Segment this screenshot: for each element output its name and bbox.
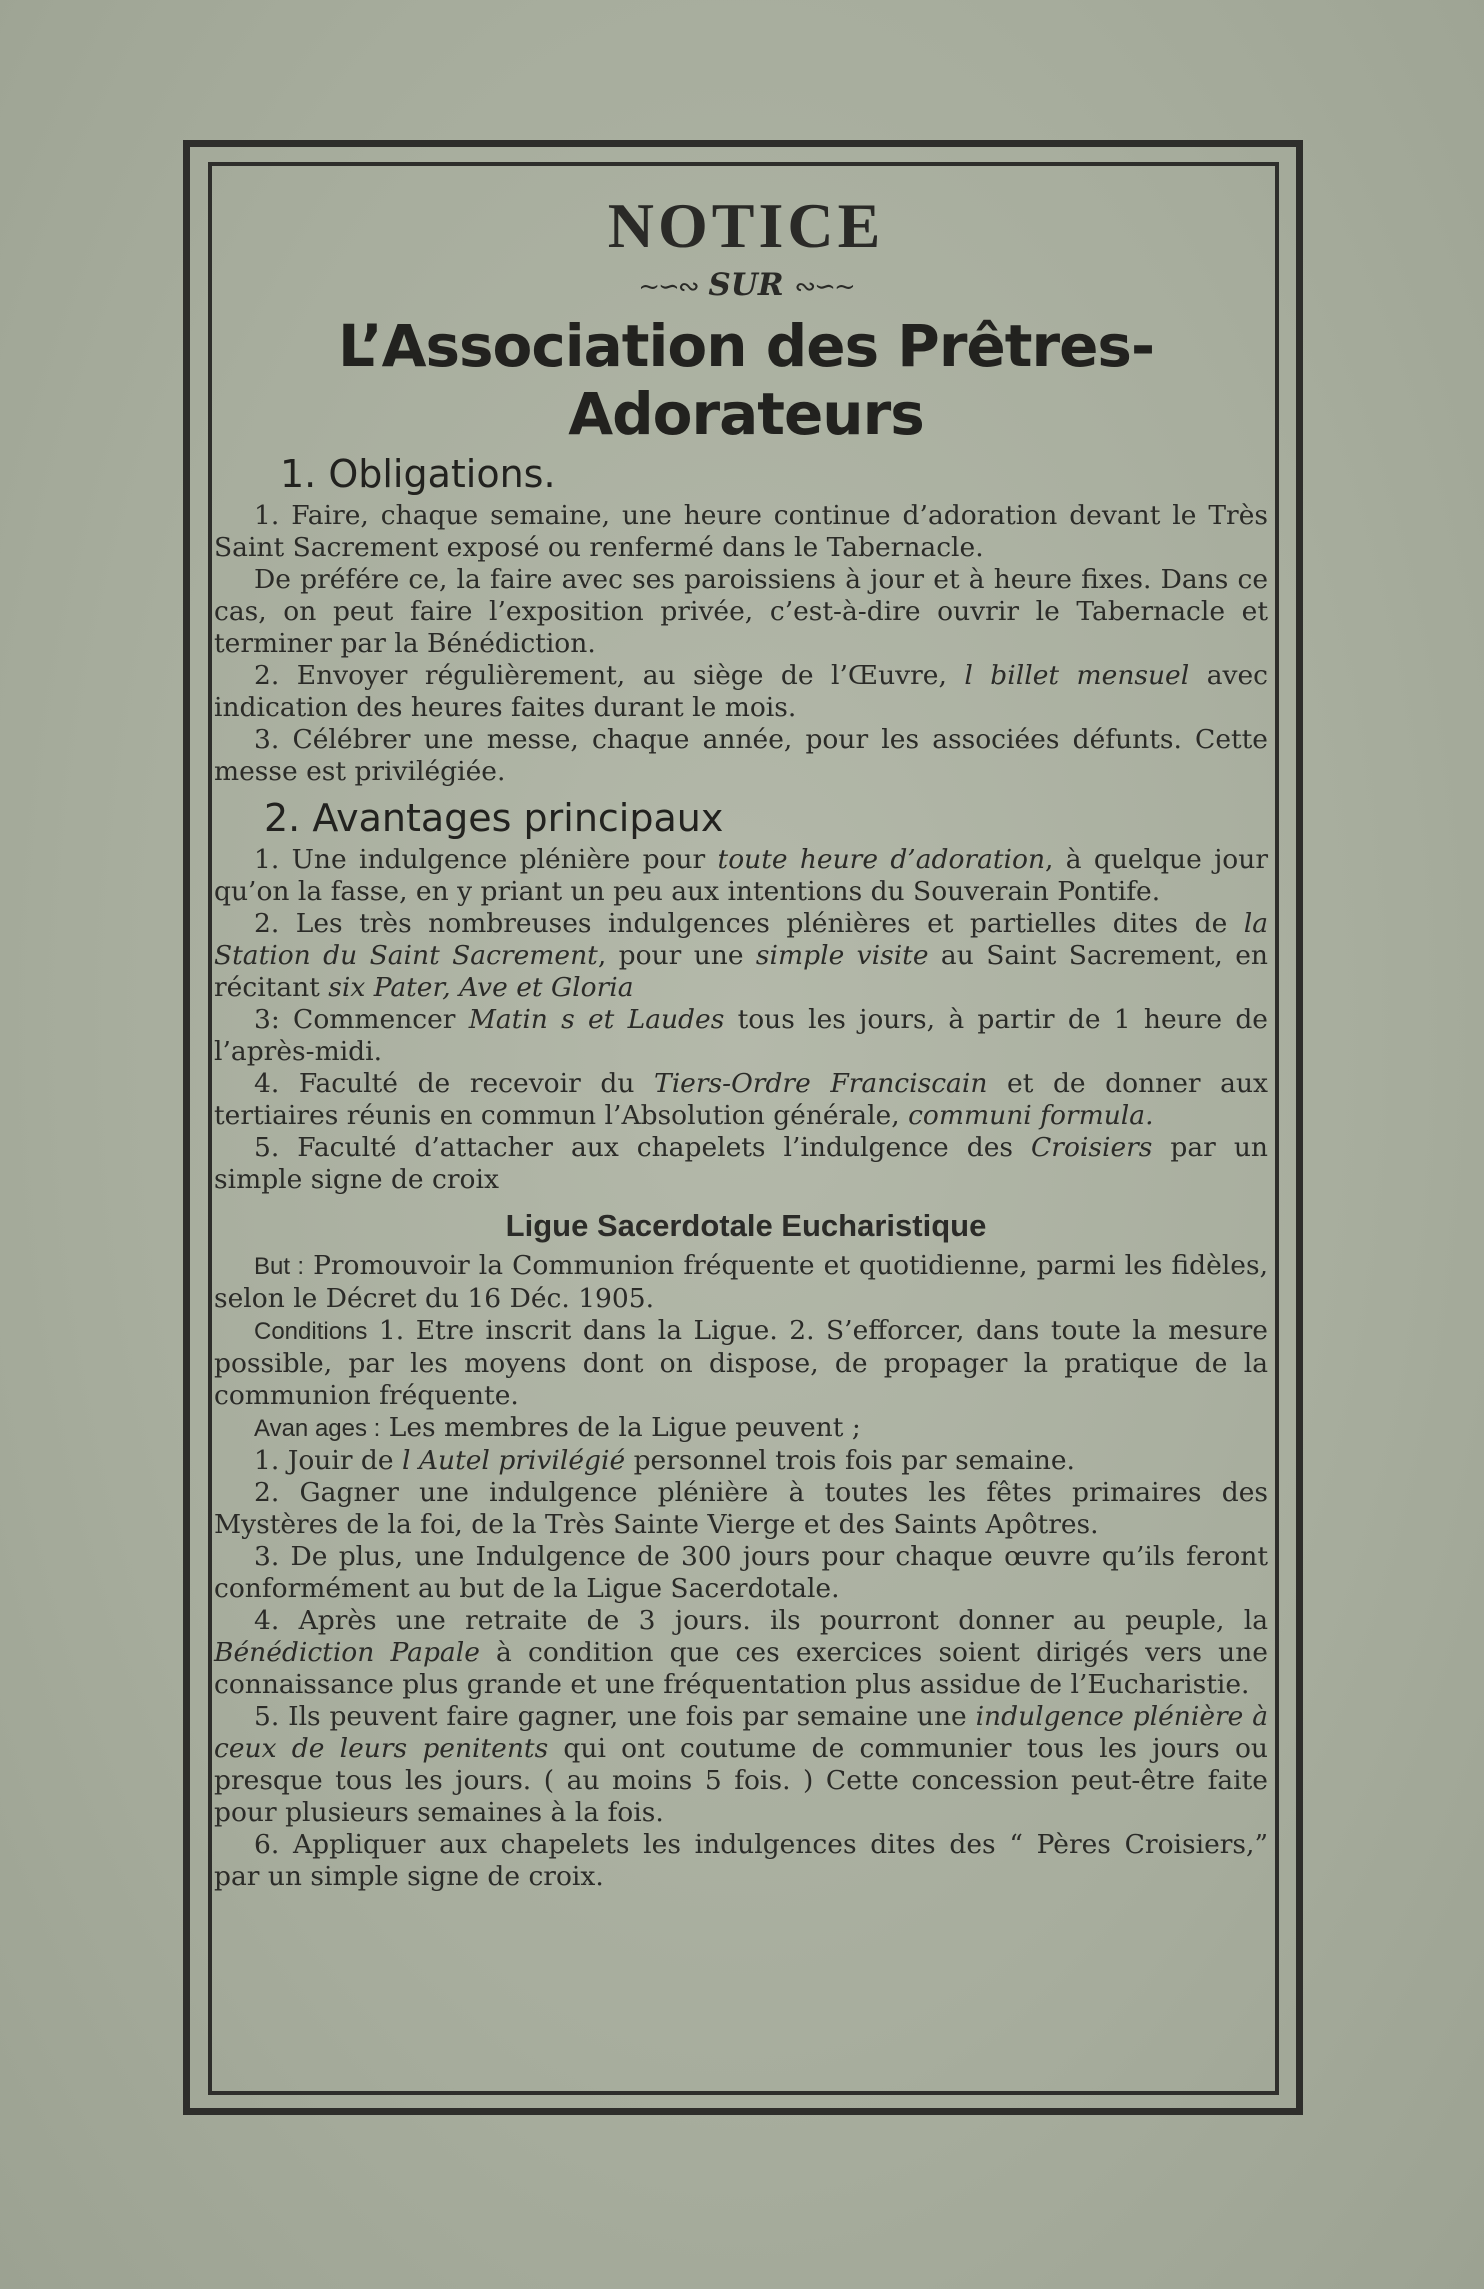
ligue-heading: Ligue Sacerdotale Eucharistique [505, 1208, 987, 1243]
sur-word: SUR [708, 267, 784, 303]
avantage-item: 2. Les très nombreuses indulgences plénières et partielles dites de la Station du Saint Sacrement, pour une simple visite au Saint Sacrement, en récitant six Pater, Ave et Gloria [214, 908, 1268, 1003]
notice-title: NOTICE [607, 190, 885, 261]
obligation-item: 3. Célébrer une messe, chaque année, pour les associées défunts. Cette messe est privilégiée. [214, 724, 1268, 787]
ligue-avantages: Avan ages : Les membres de la Ligue peuvent ; [254, 1412, 861, 1443]
right-flourish-icon: ∾∽~ [794, 272, 854, 302]
ligue-item: 2. Gagner une indulgence plénière à toutes les fêtes primaires des Mystères de la foi, de la Très Sainte Vierge et des Saints Apôtres. [214, 1477, 1268, 1540]
section-obligations-heading: 1. Obligations. [280, 452, 556, 496]
ligue-item: 6. Appliquer aux chapelets les indulgences dites des “ Pères Croisiers,” par un simple signe de croix. [214, 1829, 1268, 1892]
ligue-conditions: Conditions 1. Etre inscrit dans la Ligue. 2. S’efforcer, dans toute la mesure possible, par les moyens dont on dispose, de propager la pratique de la communion fréquente. [214, 1315, 1268, 1411]
avantage-item: 4. Faculté de recevoir du Tiers-Ordre Franciscain et de donner aux tertiaires réunis en commun l’Absolution générale, communi formula. [214, 1068, 1268, 1131]
section-avantages-heading: 2. Avantages principaux [264, 796, 724, 840]
obligation-item: 2. Envoyer régulièrement, au siège de l’Œuvre, l billet mensuel avec indication des heures faites durant le mois. [214, 660, 1268, 723]
ligue-item: 1. Jouir de l Autel privilégié personnel trois fois par semaine. [254, 1445, 1075, 1476]
ligue-item: 5. Ils peuvent faire gagner, une fois par semaine une indulgence plénière à ceux de leurs penitents qui ont coutume de communier tous les jours ou presque tous les jours. ( au moins 5 fois. ) Cette concession peut-être faite pour plusieurs semaines à la fois. [214, 1701, 1268, 1828]
left-flourish-icon: ~∽∾ [638, 272, 698, 302]
sur-line [212, 264, 1280, 306]
ligue-item: 4. Après une retraite de 3 jours. ils pourront donner au peuple, la Bénédiction Papale à condition que ces exercices soient dirigés vers une connaissance plus grande et une fréquentation plus assidue de l’Eucharistie. [214, 1605, 1268, 1700]
avantage-item: 5. Faculté d’attacher aux chapelets l’indulgence des Croisiers par un simple signe de croix [214, 1132, 1268, 1195]
notice-content [212, 190, 1280, 1893]
ligue-but: But : Promouvoir la Communion fréquente et quotidienne, parmi les fidèles, selon le Décret du 16 Déc. 1905. [214, 1250, 1268, 1314]
obligation-item: De préfére ce, la faire avec ses paroissiens à jour et à heure fixes. Dans ce cas, on peut faire l’exposition privée, c’est-à-dire ouvrir le Tabernacle et terminer par la Bénédiction. [214, 564, 1268, 659]
avantage-item: 3: Commencer Matin s et Laudes tous les jours, à partir de 1 heure de l’après-midi. [214, 1004, 1268, 1067]
association-title: L’Association des Prêtres-Adorateurs [337, 312, 1155, 448]
avantage-item: 1. Une indulgence plénière pour toute heure d’adoration, à quelque jour qu’on la fasse, en y priant un peu aux intentions du Souverain Pontife. [214, 844, 1268, 907]
obligation-item: 1. Faire, chaque semaine, une heure continue d’adoration devant le Très Saint Sacrement exposé ou renfermé dans le Tabernacle. [214, 500, 1268, 563]
ligue-item: 3. De plus, une Indulgence de 300 jours pour chaque œuvre qu’ils feront conformément au but de la Ligue Sacerdotale. [214, 1541, 1268, 1604]
